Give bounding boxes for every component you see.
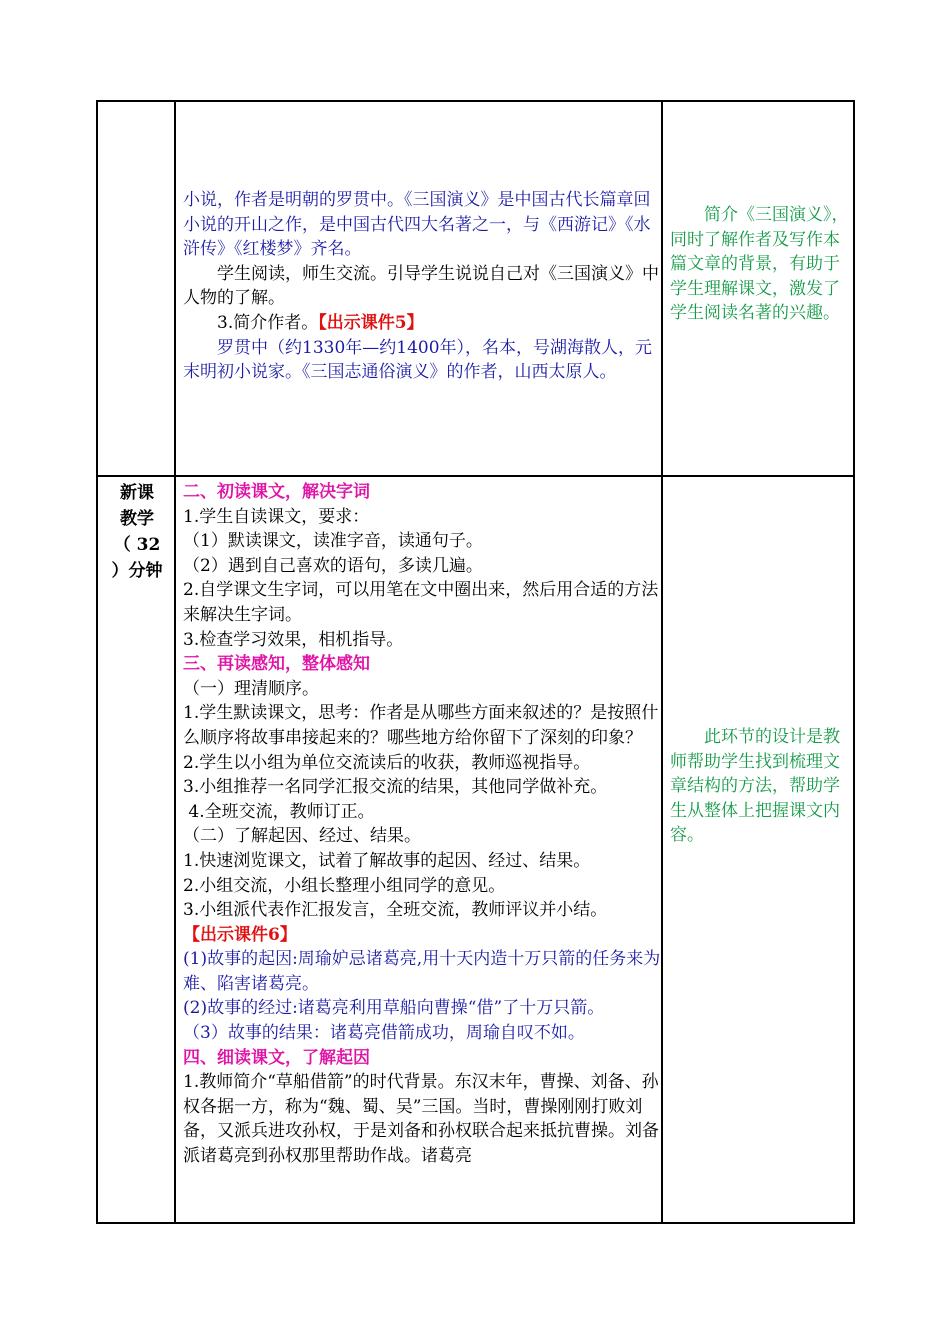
- paragraph: （一）理清顺序。: [183, 678, 319, 699]
- section-heading: 二、初读课文，解决字词: [183, 482, 370, 502]
- label-line: 教学: [120, 509, 154, 529]
- table-border-bottom: [96, 1222, 855, 1224]
- paragraph: 1.学生自读课文，要求：: [183, 506, 370, 527]
- paragraph: （1）默读课文，读准字音，读通句子。: [183, 531, 483, 552]
- column-divider-2: [661, 100, 663, 1224]
- column-divider-1: [174, 100, 176, 1224]
- paragraph: 3.小组派代表作汇报发言，全班交流，教师评议并小结。: [183, 900, 608, 921]
- courseware-6-label: 【出示课件6】: [183, 924, 297, 945]
- paragraph: [183, 311, 661, 336]
- paragraph: 1.学生默读课文，思考：作者是从哪些方面来叙述的？是按照什么顺序将故事串接起来的？哪些地方给你留下了深刻的印象？: [183, 703, 659, 748]
- paragraph: （3）故事的结果：诸葛亮借箭成功，周瑜自叹不如。: [183, 1023, 585, 1044]
- paragraph: 小说，作者是明朝的罗贯中。《三国演义》是中国古代长篇章回小说的开山之作，是中国古代四大名著之一，与《西游记》《水浒传》《红楼梦》齐名。: [183, 190, 651, 260]
- courseware-5-label: 【出示课件5】: [318, 312, 424, 333]
- label-line: （ 32: [113, 535, 161, 555]
- paragraph: 3.检查学习效果，相机指导。: [183, 629, 404, 650]
- label-line: 新课: [120, 483, 154, 503]
- paragraph: 1.快速浏览课文，试着了解故事的起因、经过、结果。: [183, 850, 591, 871]
- row1-content: [183, 188, 661, 385]
- design-note: 此环节的设计是教师帮助学生找到梳理文章结构的方法，帮助学生从整体上把握课文内容。: [670, 727, 840, 846]
- paragraph: 2.小组交流，小组长整理小组同学的意见。: [183, 875, 506, 896]
- paragraph: 1.教师简介“草船借箭”的时代背景。东汉末年，曹操、刘备、孙权各据一方，称为“魏、蜀、吴”三国。当时，曹操刚刚打败刘备，又派兵进攻孙权，于是刘备和孙权联合起来抵抗曹操。刘备派诸葛亮到孙权那里帮助作战。诸葛亮: [183, 1072, 659, 1167]
- table-border-left: [96, 100, 98, 1224]
- paragraph: （2）遇到自己喜欢的语句，多读几遍。: [183, 555, 483, 576]
- paragraph: 2.学生以小组为单位交流读后的收获，教师巡视指导。: [183, 752, 591, 773]
- row2-note: [670, 725, 850, 848]
- label-line: ）分钟: [111, 561, 163, 581]
- lesson-plan-table: [96, 100, 855, 1224]
- paragraph: (1)故事的起因:周瑜妒忌诸葛亮,用十天内造十万只箭的任务来为难、陷害诸葛亮。: [183, 949, 661, 994]
- section-heading: 四、细读课文，了解起因: [183, 1047, 370, 1068]
- author-intro: 3.简介作者。: [217, 312, 319, 333]
- paragraph: (2)故事的经过:诸葛亮利用草船向曹操“借”了十万只箭。: [183, 998, 605, 1019]
- table-border-top: [96, 100, 855, 102]
- stage-label: [100, 480, 174, 584]
- paragraph: 学生阅读，师生交流。引导学生说说自己对《三国演义》中人物的了解。: [183, 263, 659, 309]
- row-divider: [96, 475, 855, 477]
- paragraph: 2.自学课文生字词，可以用笔在文中圈出来，然后用合适的方法来解决生字词。: [183, 580, 659, 625]
- paragraph: 3.小组推荐一名同学汇报交流的结果，其他同学做补充。: [183, 777, 608, 798]
- design-note: 简介《三国演义》，同时了解作者及写作本篇文章的背景，有助于学生理解课文，激发了学生阅读名著的兴趣。: [670, 205, 849, 324]
- table-border-right: [853, 100, 855, 1224]
- paragraph: 罗贯中（约1330年—约1400年），名本，号湖海散人，元末明初小说家。《三国志通俗演义》的作者，山西太原人。: [183, 337, 653, 383]
- paragraph: 4.全班交流，教师订正。: [183, 801, 375, 822]
- section-heading: 三、再读感知，整体感知: [183, 654, 370, 675]
- paragraph: （二）了解起因、经过、结果。: [183, 826, 421, 847]
- row2-content: [183, 480, 661, 1169]
- row1-note: [670, 203, 850, 326]
